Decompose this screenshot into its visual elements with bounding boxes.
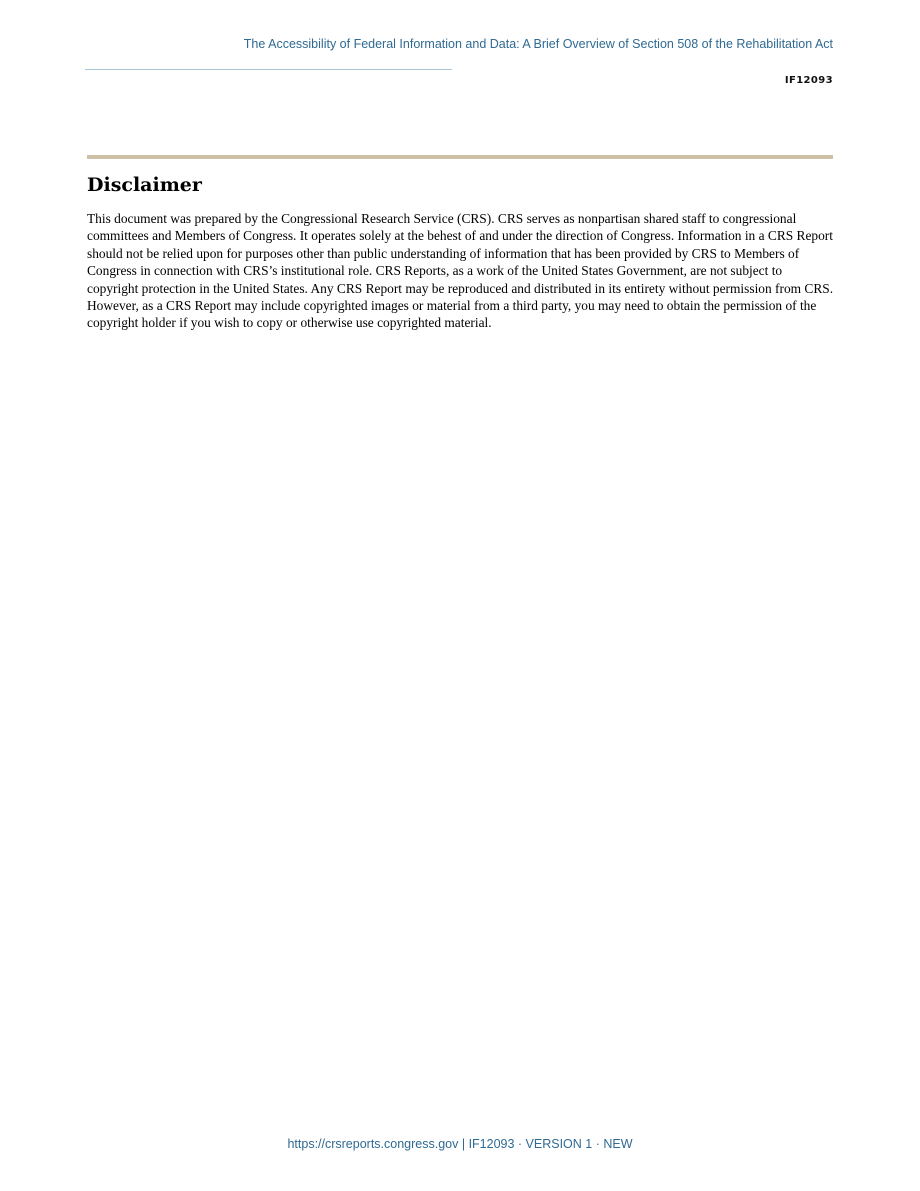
- disclaimer-text: This document was prepared by the Congressional Research Service (CRS). CRS serves as nonpartisan shared staff to congressional committees and Members of Congress. It operates solely at the behest of and under the direction of Congress. Information in a CRS Report should not be relied upon for purposes other than public understanding of information that has been provided by CRS to Members of Congress in connection with CRS’s institutional role. CRS Reports, as a work of the United States Government, are not subject to copyright protection in the United States. Any CRS Report may be reproduced and distributed in its entirety without permission from CRS. However, as a CRS Report may include copyrighted images or material from a third party, you may need to obtain the permission of the copyright holder if you wish to copy or otherwise use copyrighted material.: [87, 211, 834, 331]
- header-rule: [85, 69, 452, 70]
- running-header-title: The Accessibility of Federal Information and Data: A Brief Overview of Section 508 of the Rehabilitation Act: [243, 37, 833, 51]
- section-divider: [87, 155, 833, 159]
- report-id: IF12093: [784, 75, 833, 86]
- disclaimer-heading: Disclaimer: [87, 174, 202, 196]
- page-footer: https://crsreports.congress.gov | IF12093 · VERSION 1 · NEW: [287, 1137, 633, 1151]
